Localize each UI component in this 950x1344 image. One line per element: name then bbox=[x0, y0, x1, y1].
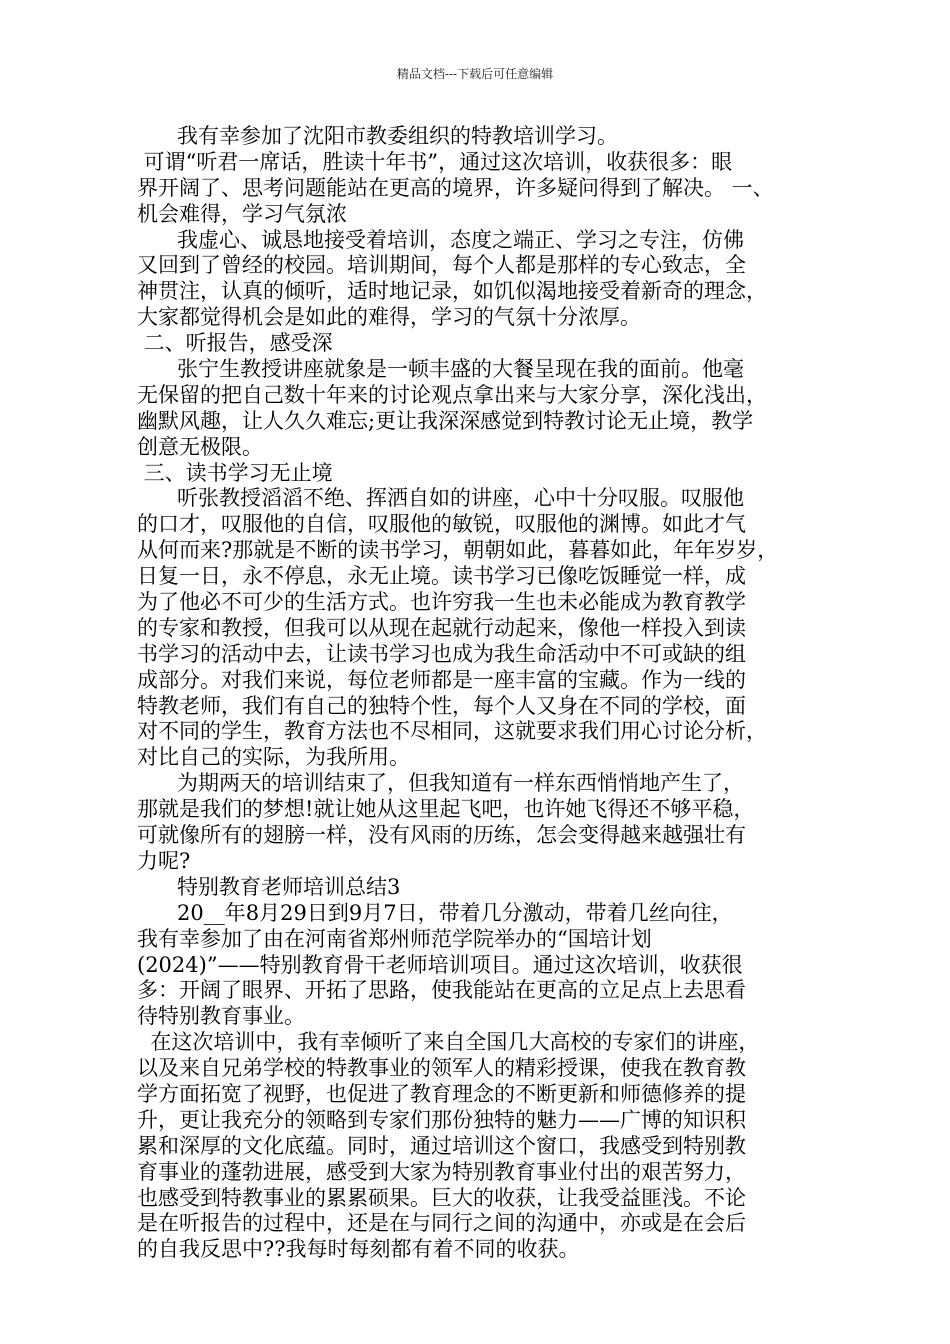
text-line: 可谓“听君一席话，胜读十年书”，通过这次培训，收获很多：眼 bbox=[137, 149, 733, 174]
text-line: 以及来自兄弟学校的特教事业的领军人的精彩授课，使我在教育教 bbox=[137, 1056, 746, 1081]
text-line: 神贯注，认真的倾听，适时地记录，如饥似渴地接受着新奇的理念， bbox=[137, 279, 767, 304]
text-line: 对比自己的实际，为我所用。 bbox=[137, 745, 410, 770]
text-line: 育事业的蓬勃进展，感受到大家为特别教育事业付出的艰苦努力， bbox=[137, 1159, 746, 1184]
text-line: 累和深厚的文化底蕴。同时，通过培训这个窗口，我感受到特别教 bbox=[137, 1133, 746, 1158]
text-line: 力呢? bbox=[137, 848, 191, 873]
text-line: 听张教授滔滔不绝、挥洒自如的讲座，心中十分叹服。叹服他 bbox=[137, 486, 745, 511]
text-line: 日复一日，永不停息，永无止境。读书学习已像吃饭睡觉一样，成 bbox=[137, 564, 746, 589]
text-line: 升，更让我充分的领略到专家们那份独特的魅力——广博的知识积 bbox=[137, 1107, 746, 1132]
text-line: 幽默风趣，让人久久难忘;更让我深深感觉到特教讨论无止境，教学 bbox=[137, 408, 754, 433]
text-line: (2024)”——特别教育骨干老师培训项目。通过这次培训，收获很 bbox=[137, 952, 743, 977]
text-line: 又回到了曾经的校园。培训期间，每个人都是那样的专心致志，全 bbox=[137, 253, 746, 278]
text-line: 学方面拓宽了视野，也促进了教育理念的不断更新和师德修养的提 bbox=[137, 1081, 746, 1106]
text-line: 我虚心、诚恳地接受着培训，态度之端正、学习之专注，仿佛 bbox=[137, 227, 745, 252]
text-line: 我有幸参加了由在河南省郑州师范学院举办的“国培计划 bbox=[137, 926, 652, 951]
text-line: 对不同的学生，教育方法也不尽相同，这就要求我们用心讨论分析， bbox=[137, 719, 767, 744]
section-heading: 机会难得，学习气氛浓 bbox=[137, 201, 347, 226]
text-line: 特教老师，我们有自己的独特个性，每个人又身在不同的学校，面 bbox=[137, 693, 746, 718]
text-line: 界开阔了、思考问题能站在更高的境界，许多疑问得到了解决。 一、 bbox=[137, 175, 774, 200]
text-line: 20__年8月29日到9月7日，带着几分激动，带着几丝向往， bbox=[137, 900, 733, 925]
page-header: 精品文档---下载后可任意编辑 bbox=[396, 67, 554, 81]
text-line: 在这次培训中，我有幸倾听了来自全国几大高校的专家们的讲座， bbox=[137, 1030, 760, 1055]
text-line: 为了他必不可少的生活方式。也许穷我一生也未必能成为教育教学 bbox=[137, 590, 746, 615]
text-line: 的自我反思中??我每时每刻都有着不同的收获。 bbox=[137, 1237, 580, 1262]
text-line: 那就是我们的梦想!就让她从这里起飞吧，也许她飞得还不够平稳， bbox=[137, 797, 755, 822]
text-line: 大家都觉得机会是如此的难得，学习的气氛十分浓厚。 bbox=[137, 305, 641, 330]
text-line: 的专家和教授，但我可以从现在起就行动起来，像他一样投入到读 bbox=[137, 615, 746, 640]
text-line: 创意无极限。 bbox=[137, 434, 263, 459]
text-line: 多：开阔了眼界、开拓了思路，使我能站在更高的立足点上去思看 bbox=[137, 978, 746, 1003]
text-line: 的口才，叹服他的自信，叹服他的敏锐，叹服他的渊博。如此才气 bbox=[137, 512, 746, 537]
text-line: 张宁生教授讲座就象是一顿丰盛的大餐呈现在我的面前。他毫 bbox=[137, 357, 745, 382]
text-line: 为期两天的培训结束了，但我知道有一样东西悄悄地产生了， bbox=[137, 771, 745, 796]
text-line: 可就像所有的翅膀一样，没有风雨的历练，怎会变得越来越强壮有 bbox=[137, 823, 746, 848]
text-line: 是在听报告的过程中，还是在与同行之间的沟通中，亦或是在会后 bbox=[137, 1211, 746, 1236]
document-body bbox=[137, 124, 820, 1263]
section-heading: 三、读书学习无止境 bbox=[137, 460, 333, 485]
section-heading: 二、听报告，感受深 bbox=[137, 331, 333, 356]
text-line: 书学习的活动中去，让读书学习也成为我生命活动中不可或缺的组 bbox=[137, 641, 746, 666]
text-line: 我有幸参加了沈阳市教委组织的特教培训学习。 bbox=[137, 124, 619, 148]
text-line: 也感受到特教事业的累累硕果。巨大的收获，让我受益匪浅。不论 bbox=[137, 1185, 746, 1210]
section-title: 特别教育老师培训总结3 bbox=[137, 874, 401, 899]
text-line: 成部分。对我们来说，每位老师都是一座丰富的宝藏。作为一线的 bbox=[137, 667, 746, 692]
text-line: 从何而来?那就是不断的读书学习，朝朝如此，暮暮如此，年年岁岁， bbox=[137, 538, 779, 563]
text-line: 待特别教育事业。 bbox=[137, 1004, 305, 1029]
text-line: 无保留的把自己数十年来的讨论观点拿出来与大家分享，深化浅出， bbox=[137, 382, 767, 407]
